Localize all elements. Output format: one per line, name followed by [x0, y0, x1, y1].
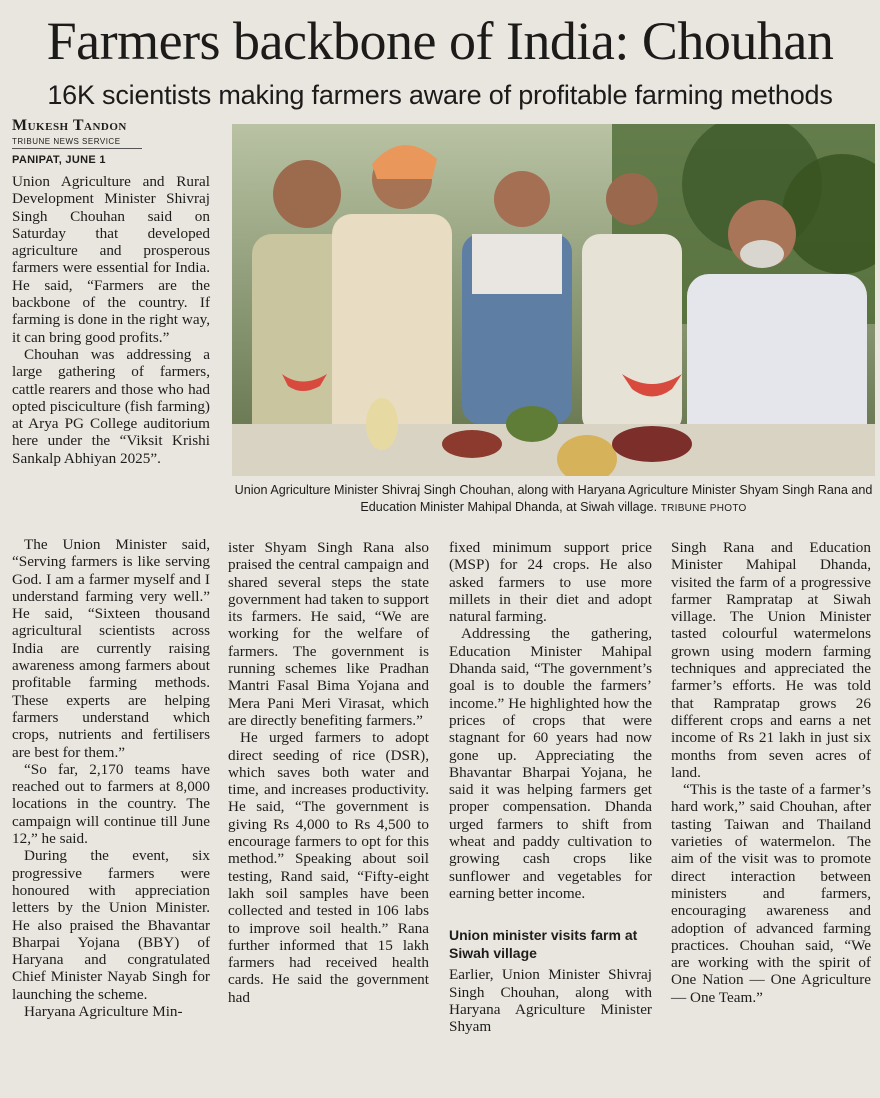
paragraph: Earlier, Union Minister Shivraj Singh Chouhan, along with Haryana Agriculture Minister Shyam	[449, 966, 652, 1036]
paragraph: Chouhan was addressing a large gathering of farmers, cattle rearers and those who had opted pisciculture (fish farming) at Arya PG College auditorium here under the “Viksit Krishi Sankalp Abhiyan 2025”.	[12, 345, 210, 467]
article-column-4	[671, 539, 871, 1006]
dateline: PANIPAT, JUNE 1	[12, 154, 106, 166]
photo-credit: TRIBUNE PHOTO	[660, 503, 747, 514]
subheadline: 16K scientists making farmers aware of profitable farming methods	[47, 80, 833, 110]
byline	[12, 116, 142, 149]
headline: Farmers backbone of India: Chouhan	[46, 11, 834, 71]
paragraph: Singh Rana and Education Minister Mahipal Dhanda, visited the farm of a progressive farmer Rampratap at Siwah village. The Union Minister tasted colourful watermelons grown using modern farming techniques and appreciated the farmer’s efforts. He was told that Rampratap grows 26 different crops and earns a net income of Rs 21 lakh in just six months from seven acres of land.	[671, 539, 871, 781]
article-column-3	[449, 539, 652, 1035]
paragraph: Haryana Agriculture Min-	[24, 1003, 183, 1021]
paragraph: Union Agriculture and Rural Development Minister Shivraj Singh Chouhan said on Saturday that developed agriculture and prosperous farmers were essential for India. He said, “Farmers are the backbone of the country. If farming is done in the right way, it can bring good profits.”	[12, 173, 210, 346]
paragraph: fixed minimum support price (MSP) for 24 crops. He also asked farmers to use more millets in their diet and adopt natural farming.	[449, 539, 652, 626]
caption-text: Union Agriculture Minister Shivraj Singh Chouhan, along with Haryana Agriculture Minister Shyam Singh Rana and Education Minister Mahipal Dhanda, at Siwah village.	[234, 483, 873, 514]
photo-caption	[232, 482, 875, 517]
article-column-2	[228, 539, 429, 1006]
article-column-1-top	[12, 173, 210, 467]
paragraph: “So far, 2,170 teams have reached out to farmers at 8,000 locations in the country. The campaign will continue till June 12,” he said.	[12, 760, 210, 848]
paragraph: ister Shyam Singh Rana also praised the central campaign and shared several steps the state government had taken to support its farmers. He said, “We are working for the welfare of farmers. The government is running schemes like Pradhan Mantri Fasal Bima Yojana and Mera Pani Meri Virasat, which are directly benefiting farmers.”	[228, 539, 429, 729]
paragraph: He urged farmers to adopt direct seeding of rice (DSR), which saves both water and time, and increases productivity. He said, “The government is giving Rs 4,000 to Rs 4,500 to encourage farmers to opt for this method.” Speaking about soil testing, Rand said, “Fifty-eight lakh soil samples have been collected and tested in 106 labs to improve soil health.” Rana further informed that 15 lakh farmers had received health cards. He said the government had	[228, 729, 429, 1006]
photo-illustration	[232, 124, 875, 476]
paragraph: Addressing the gathering, Education Minister Mahipal Dhanda said, “The government’s goal is to double the farmers’ income.” He highlighted how the prices of crops that were stagnant for 60 years had now gone up. Appreciating the Bhavantar Bharpai Yojana, he said it was helping farmers get proper compensation. Dhanda urged farmers to shift from wheat and paddy cultivation to growing cash crops like sunflower and vegetables for earning better income.	[449, 625, 652, 902]
byline-service: TRIBUNE NEWS SERVICE	[12, 137, 121, 146]
paragraph: “This is the taste of a farmer’s hard work,” said Chouhan, after tasting Taiwan and Thailand varieties of watermelon. The aim of the visit was to promote direct interaction between ministers and farmers, encouraging awareness and adoption of advanced farming practices. Chouhan said, “We are working with the spirit of One Nation — One Agriculture — One Team.”	[671, 781, 871, 1006]
paragraph: The Union Minister said, “Serving farmers is like serving God. I am a farmer myself and I understand farming very well.” He said, “Sixteen thousand agricultural scientists across India are currently raising awareness among farmers about profitable farming methods. These experts are helping farmers understand which crops, nutrients and fertilisers are best for them.”	[12, 536, 210, 761]
section-subheading: Union minister visits farm at Siwah village	[449, 927, 638, 962]
article-column-1-bottom	[12, 536, 210, 1020]
paragraph: During the event, six progressive farmers were honoured with appreciation letters by the Union Minister. He also praised the Bhavantar Bharpai Yojana (BBY) of Haryana and congratulated Chief Minister Nayab Singh for launching the scheme.	[12, 847, 210, 1003]
news-photo	[232, 124, 875, 476]
byline-name: Mukesh Tandon	[12, 117, 127, 134]
